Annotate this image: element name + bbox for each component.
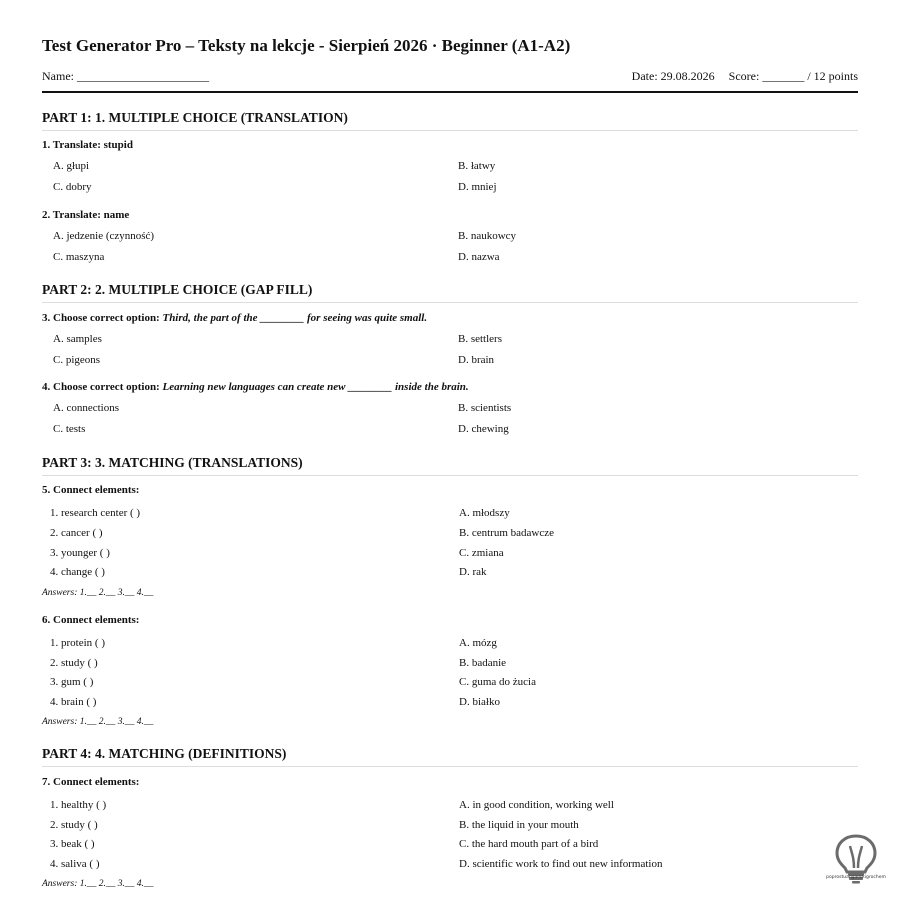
option: A. samples <box>53 333 102 345</box>
match-left-item: 1. research center ( ) <box>50 507 141 519</box>
match-left-item: 3. younger ( ) <box>50 547 110 559</box>
answers-line: Answers: 1.__ 2.__ 3.__ 4.__ <box>42 588 154 598</box>
match-right-item: C. zmiana <box>459 547 504 559</box>
match-right-item: A. młodszy <box>459 507 510 519</box>
question-3-sentence: Third, the part of the ________ for seeing was quite small. <box>162 312 428 324</box>
match-left-item: 4. saliva ( ) <box>50 858 100 870</box>
match-left-item: 3. beak ( ) <box>50 838 95 850</box>
option: B. scientists <box>458 402 512 414</box>
question-4-sentence: Learning new languages can create new ________ inside the brain. <box>162 381 469 393</box>
part-3-section <box>42 455 858 476</box>
date-label: Date: 29.08.2026 <box>631 69 715 83</box>
question-5-prompt: 5. Connect elements: <box>42 484 140 496</box>
match-left-item: 2. cancer ( ) <box>50 527 103 539</box>
question-7-prompt: 7. Connect elements: <box>42 776 140 788</box>
question-1 <box>42 139 858 193</box>
part-1-section <box>42 110 858 131</box>
option: D. brain <box>458 354 495 366</box>
logo-text: poprostuangielskigrochem <box>826 875 886 880</box>
page-title: Test Generator Pro – Teksty na lekcje - Sierpień 2026 · Beginner (A1-A2) <box>42 36 571 55</box>
match-left-item: 1. healthy ( ) <box>50 799 107 811</box>
question-3-prefix: 3. Choose correct option: <box>42 312 163 324</box>
part-4-section <box>42 746 858 767</box>
question-6-prompt: 6. Connect elements: <box>42 614 140 626</box>
name-field: Name: ______________________ <box>42 69 209 83</box>
option: C. maszyna <box>53 251 105 263</box>
match-right-item: C. the hard mouth part of a bird <box>459 838 599 850</box>
match-right-item: A. mózg <box>459 637 497 649</box>
part-4-title: PART 4: 4. MATCHING (DEFINITIONS) <box>42 746 858 767</box>
option: D. mniej <box>458 181 497 193</box>
match-right-item: A. in good condition, working well <box>459 799 614 811</box>
match-left-item: 1. protein ( ) <box>50 637 105 649</box>
question-2-prompt: 2. Translate: name <box>42 209 130 221</box>
match-left-item: 3. gum ( ) <box>50 676 94 688</box>
question-2 <box>42 209 858 263</box>
match-right-item: D. rak <box>459 566 487 578</box>
option: C. dobry <box>53 181 92 193</box>
answers-line: Answers: 1.__ 2.__ 3.__ 4.__ <box>42 717 154 727</box>
option: B. naukowcy <box>458 230 517 242</box>
match-right-item: B. badanie <box>459 657 507 669</box>
part-3-title: PART 3: 3. MATCHING (TRANSLATIONS) <box>42 455 858 476</box>
match-left-item: 2. study ( ) <box>50 657 98 669</box>
option: D. nazwa <box>458 251 500 263</box>
match-left-item: 4. change ( ) <box>50 566 105 578</box>
part-2-section <box>42 282 858 303</box>
question-4 <box>42 381 858 435</box>
match-right-item: D. scientific work to find out new information <box>459 858 663 870</box>
option: A. głupi <box>53 160 90 172</box>
header-divider <box>42 91 858 93</box>
match-right-item: B. centrum badawcze <box>459 527 554 539</box>
question-3 <box>42 312 858 366</box>
question-4-prefix: 4. Choose correct option: <box>42 381 163 393</box>
answers-line: Answers: 1.__ 2.__ 3.__ 4.__ <box>42 879 154 889</box>
option: C. pigeons <box>53 354 101 366</box>
question-3-prompt <box>42 312 858 324</box>
score-label: Score: _______ / 12 points <box>728 69 858 83</box>
option: A. jedzenie (czynność) <box>53 230 155 242</box>
question-5 <box>42 484 858 598</box>
question-6 <box>42 614 858 727</box>
option: B. settlers <box>458 333 502 345</box>
match-right-item: C. guma do żucia <box>459 676 536 688</box>
match-left-item: 2. study ( ) <box>50 819 98 831</box>
match-right-item: D. białko <box>459 696 500 708</box>
question-4-prompt <box>42 381 858 393</box>
match-left-item: 4. brain ( ) <box>50 696 97 708</box>
option: B. łatwy <box>458 160 496 172</box>
question-1-prompt: 1. Translate: stupid <box>42 139 133 151</box>
option: A. connections <box>53 402 119 414</box>
option: D. chewing <box>458 423 509 435</box>
header-right <box>632 69 858 84</box>
part-2-title: PART 2: 2. MULTIPLE CHOICE (GAP FILL) <box>42 282 858 303</box>
part-1-title: PART 1: 1. MULTIPLE CHOICE (TRANSLATION) <box>42 110 858 131</box>
option: C. tests <box>53 423 86 435</box>
match-right-item: B. the liquid in your mouth <box>459 819 579 831</box>
